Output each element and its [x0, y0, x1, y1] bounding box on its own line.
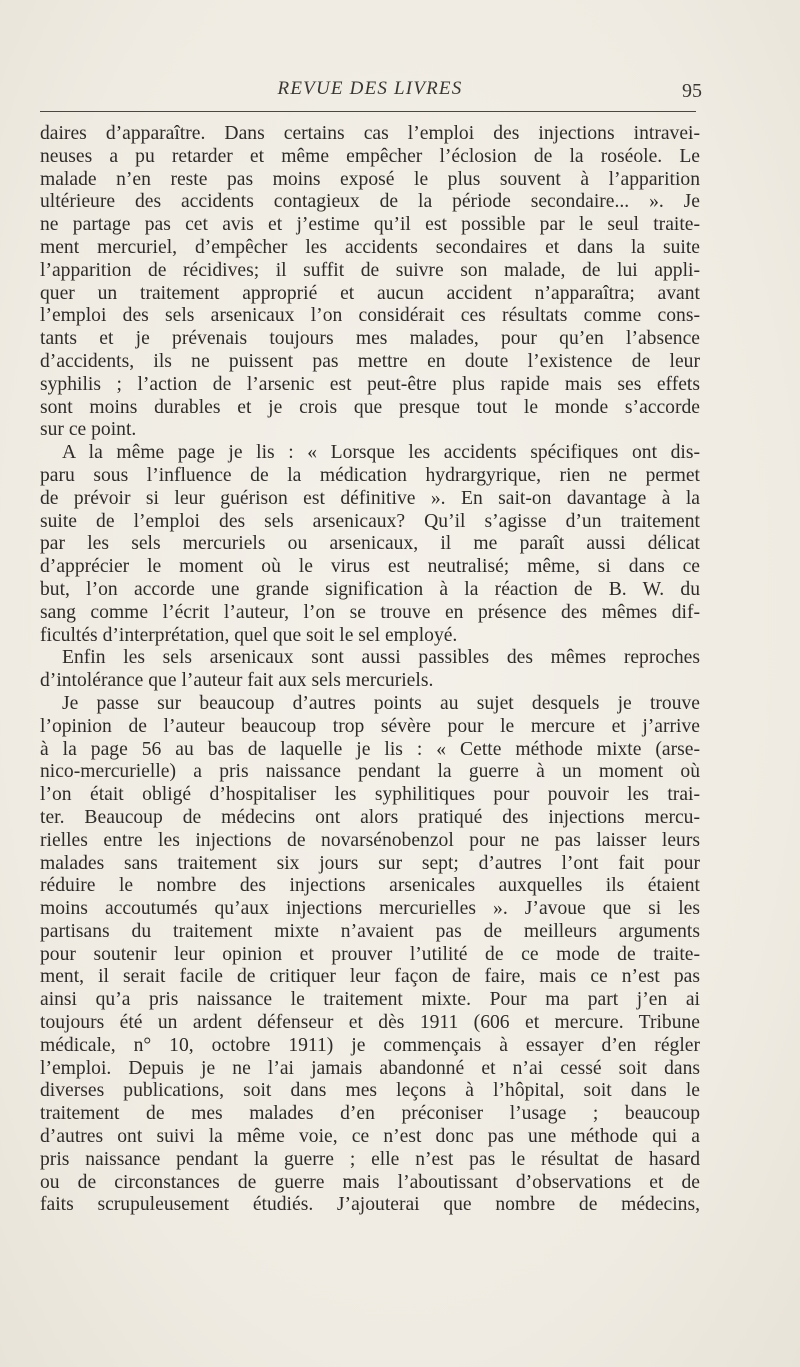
- text-line: sang comme l’écrit l’auteur, l’on se trouve en présence des mêmes dif-: [40, 601, 700, 623]
- text-line: A la même page je lis : « Lorsque les accidents spécifiques ont dis-: [62, 442, 700, 464]
- text-line: ter. Beaucoup de médecins ont alors pratiqué des injections mercu-: [40, 806, 700, 828]
- text-line: malades sans traitement six jours sur sept; d’autres l’ont fait pour: [40, 852, 700, 874]
- text-line: rielles entre les injections de novarsénobenzol pour ne pas laisser leurs: [40, 829, 700, 851]
- text-line: toujours été un ardent défenseur et dès 1911 (606 et mercure. Tribune: [40, 1012, 700, 1034]
- text-line: par les sels mercuriels ou arsenicaux, il me paraît aussi délicat: [40, 533, 700, 555]
- text-line: ne partage pas cet avis et j’estime qu’il est possible par le seul traite-: [40, 214, 700, 236]
- header-rule: [40, 111, 696, 112]
- text-line: faits scrupuleusement étudiés. J’ajouterai que nombre de médecins,: [40, 1194, 700, 1216]
- page-number: 95: [682, 80, 702, 102]
- text-line: l’apparition de récidives; il suffit de suivre son malade, de lui appli-: [40, 259, 700, 281]
- text-line: l’emploi des sels arsenicaux l’on considérait ces résultats comme cons-: [40, 305, 700, 327]
- text-line: suite de l’emploi des sels arsenicaux? Qu’il s’agisse d’un traitement: [40, 510, 700, 532]
- text-line: tants et je prévenais toujours mes malades, pour qu’en l’absence: [40, 328, 700, 350]
- text-line: d’intolérance que l’auteur fait aux sels mercuriels.: [40, 670, 434, 692]
- text-line: pris naissance pendant la guerre ; elle n’est pas le résultat de hasard: [40, 1148, 700, 1170]
- text-line: sur ce point.: [40, 419, 137, 441]
- text-line: Enfin les sels arsenicaux sont aussi passibles des mêmes reproches: [62, 647, 700, 669]
- text-line: ficultés d’interprétation, quel que soit le sel employé.: [40, 624, 458, 646]
- text-line: nico-mercurielle) a pris naissance pendant la guerre à un moment où: [40, 761, 700, 783]
- text-line: pour soutenir leur opinion et prouver l’utilité de ce mode de traite-: [40, 943, 700, 965]
- page-header: [40, 76, 700, 106]
- text-line: ainsi qu’a pris naissance le traitement mixte. Pour ma part j’en ai: [40, 989, 700, 1011]
- text-line: ment, il serait facile de critiquer leur façon de faire, mais ce n’est pas: [40, 966, 700, 988]
- text-line: daires d’apparaître. Dans certains cas l’emploi des injections intravei-: [40, 123, 700, 144]
- text-line: moins accoutumés qu’aux injections mercurielles ». J’avoue que si les: [40, 898, 700, 920]
- text-line: quer un traitement approprié et aucun accident n’apparaîtra; avant: [40, 282, 700, 304]
- text-line: l’emploi. Depuis je ne l’ai jamais abandonné et n’ai cessé soit dans: [40, 1057, 700, 1079]
- text-line: à la page 56 au bas de laquelle je lis : « Cette méthode mixte (arse-: [40, 738, 700, 760]
- text-line: neuses a pu retarder et même empêcher l’éclosion de la roséole. Le: [40, 145, 700, 167]
- text-line: paru sous l’influence de la médication hydrargyrique, rien ne permet: [40, 464, 700, 486]
- text-line: d’apprécier le moment où le virus est neutralisé; même, si dans ce: [40, 556, 700, 578]
- text-line: d’accidents, ils ne puissent pas mettre en doute l’existence de leur: [40, 350, 700, 372]
- running-title: REVUE DES LIVRES: [277, 78, 463, 99]
- text-line: ment mercuriel, d’empêcher les accidents secondaires et dans la suite: [40, 236, 700, 258]
- text-line: d’autres ont suivi la même voie, ce n’est donc pas une méthode qui a: [40, 1126, 700, 1148]
- text-line: sont moins durables et je crois que presque tout le monde s’accorde: [40, 396, 700, 418]
- text-line: médicale, n° 10, octobre 1911) je commençais à essayer d’en régler: [40, 1034, 700, 1056]
- body-text: [40, 123, 700, 1217]
- text-line: but, l’on accorde une grande signification à la réaction de B. W. du: [40, 578, 700, 600]
- text-line: traitement de mes malades d’en préconiser l’usage ; beaucoup: [40, 1103, 700, 1125]
- text-line: l’on était obligé d’hospitaliser les syphilitiques pour pouvoir les trai-: [40, 784, 700, 806]
- text-line: l’opinion de l’auteur beaucoup trop sévère pour le mercure et j’arrive: [40, 715, 700, 737]
- text-line: réduire le nombre des injections arsenicales auxquelles ils étaient: [40, 875, 700, 897]
- text-line: partisans du traitement mixte n’avaient pas de meilleurs arguments: [40, 920, 700, 942]
- text-line: syphilis ; l’action de l’arsenic est peut-être plus rapide mais ses effets: [40, 373, 700, 395]
- text-line: ultérieure des accidents contagieux de la période secondaire... ». Je: [40, 191, 700, 213]
- text-line: Je passe sur beaucoup d’autres points au sujet desquels je trouve: [62, 692, 700, 714]
- text-line: diverses publications, soit dans mes leçons à l’hôpital, soit dans le: [40, 1080, 700, 1102]
- text-line: malade n’en reste pas moins exposé le plus souvent à l’apparition: [40, 168, 700, 190]
- text-line: ou de circonstances de guerre mais l’aboutissant d’observations et de: [40, 1171, 700, 1193]
- text-line: de prévoir si leur guérison est définitive ». En sait-on davantage à la: [40, 487, 700, 509]
